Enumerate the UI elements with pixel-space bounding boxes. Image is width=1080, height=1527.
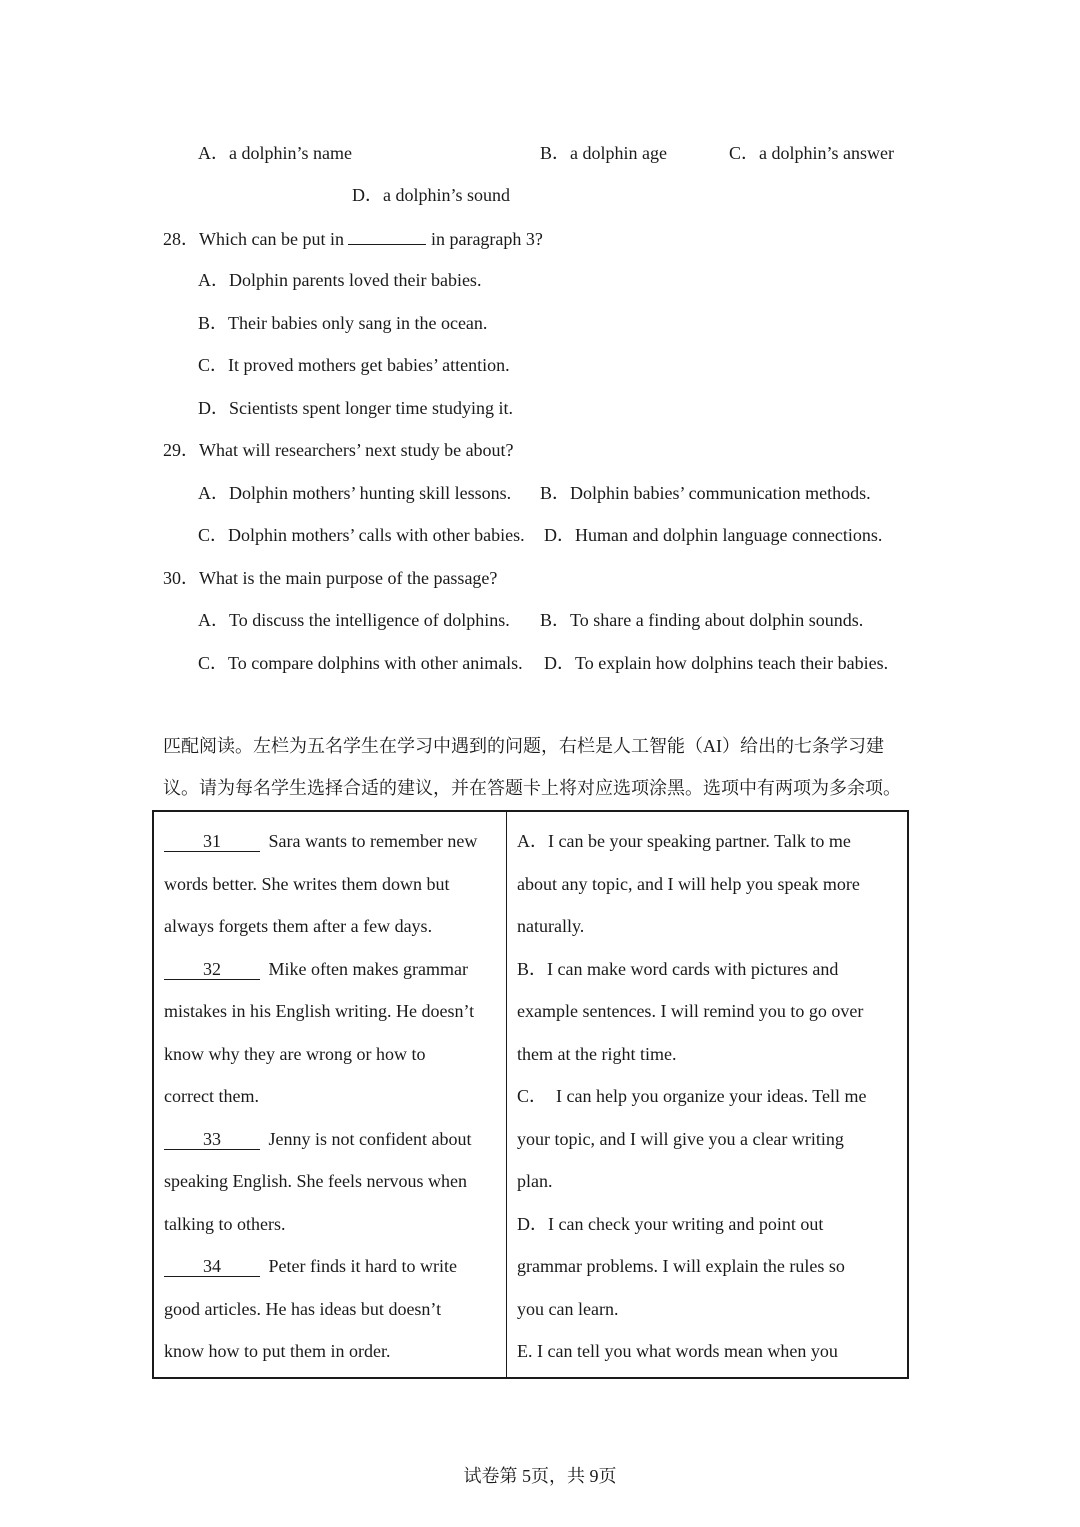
q31-line3: always forgets them after a few days. [164, 916, 433, 936]
suggestion-d-line1: D．I can check your writing and point out [517, 1213, 824, 1234]
matching-intro-line1: 匹配阅读。左栏为五名学生在学习中遇到的问题，右栏是人工智能（AI）给出的七条学习建 [163, 736, 884, 756]
q30-option-d: D．To explain how dolphins teach their babies. [544, 653, 889, 673]
q28-blank [348, 226, 426, 245]
q33-line3: talking to others. [164, 1213, 286, 1234]
q34-text1: Peter finds it hard to write [268, 1256, 457, 1276]
q27-option-a: A．a dolphin’s name [198, 143, 352, 163]
q29-stem: 29．What will researchers’ next study be about? [163, 440, 514, 460]
q34-line1 [164, 1245, 496, 1288]
q28-stem-before: 28．Which can be put in [163, 229, 344, 249]
q29-option-a: A．Dolphin mothers’ hunting skill lessons. [198, 483, 512, 503]
q33-line1 [164, 1118, 496, 1161]
q27-option-d: D．a dolphin’s sound [352, 185, 511, 205]
suggestion-d-line2: grammar problems. I will explain the rules so [517, 1256, 845, 1276]
q29-option-d: D．Human and dolphin language connections. [544, 525, 883, 545]
q28-option-c: C．It proved mothers get babies’ attention. [198, 355, 510, 375]
q32-line3: know why they are wrong or how to [164, 1043, 426, 1064]
q32-answer-blank: 32 [164, 959, 260, 980]
q31-line1 [164, 820, 496, 863]
q30-option-a: A．To discuss the intelligence of dolphins. [198, 610, 510, 630]
q33-line2: speaking English. She feels nervous when [164, 1171, 467, 1191]
q32-line2: mistakes in his English writing. He doesn’t [164, 1001, 475, 1021]
ai-suggestions-column [507, 811, 909, 1378]
suggestion-c-line2: your topic, and I will give you a clear writing [517, 1128, 844, 1149]
q32-line4: correct them. [164, 1086, 259, 1106]
student-problems-column [153, 811, 507, 1378]
q33-answer-blank: 33 [164, 1129, 260, 1150]
q31-text1: Sara wants to remember new [268, 831, 478, 851]
q28-stem [163, 226, 543, 251]
q34-answer-blank: 34 [164, 1256, 260, 1277]
q29-option-c: C．Dolphin mothers’ calls with other babies. [198, 525, 525, 545]
q28-option-b: B．Their babies only sang in the ocean. [198, 313, 488, 333]
q28-stem-after: in paragraph 3? [430, 229, 543, 249]
matching-table [152, 810, 909, 1379]
suggestion-d-line3: you can learn. [517, 1298, 619, 1319]
q30-option-c: C．To compare dolphins with other animals. [198, 653, 523, 673]
q34-line3: know how to put them in order. [164, 1341, 391, 1361]
suggestion-a-line3: naturally. [517, 916, 585, 936]
suggestion-a-line2: about any topic, and I will help you speak more [517, 873, 860, 894]
suggestion-b-line3: them at the right time. [517, 1043, 677, 1064]
suggestion-b-line1: B．I can make word cards with pictures and [517, 958, 839, 979]
q27-option-b: B．a dolphin age [540, 143, 667, 163]
suggestion-e-line1: E. I can tell you what words mean when you [517, 1341, 838, 1361]
q30-option-b: B．To share a finding about dolphin sounds. [540, 610, 864, 630]
q27-option-c: C．a dolphin’s answer [729, 143, 894, 163]
q28-option-d: D．Scientists spent longer time studying it. [198, 398, 513, 418]
suggestion-b-line2: example sentences. I will remind you to go over [517, 1001, 864, 1021]
page-footer: 试卷第 5页，共 9页 [463, 1466, 617, 1486]
q29-option-b: B．Dolphin babies’ communication methods. [540, 483, 871, 503]
q33-text1: Jenny is not confident about [268, 1128, 472, 1149]
suggestion-c-line1: C． I can help you organize your ideas. Tell me [517, 1086, 867, 1106]
matching-intro-line2: 议。请为每名学生选择合适的建议，并在答题卡上将对应选项涂黑。选项中有两项为多余项。 [163, 778, 901, 798]
q30-stem: 30．What is the main purpose of the passage? [163, 568, 498, 588]
q34-line2: good articles. He has ideas but doesn’t [164, 1298, 442, 1319]
q32-line1 [164, 948, 496, 991]
q32-text1: Mike often makes grammar [268, 958, 468, 979]
matching-intro [163, 725, 923, 809]
q31-answer-blank: 31 [164, 831, 260, 852]
q31-line2: words better. She writes them down but [164, 873, 450, 894]
suggestion-c-line3: plan. [517, 1171, 553, 1191]
q28-option-a: A．Dolphin parents loved their babies. [198, 270, 482, 290]
suggestion-a-line1: A．I can be your speaking partner. Talk to me [517, 831, 851, 851]
